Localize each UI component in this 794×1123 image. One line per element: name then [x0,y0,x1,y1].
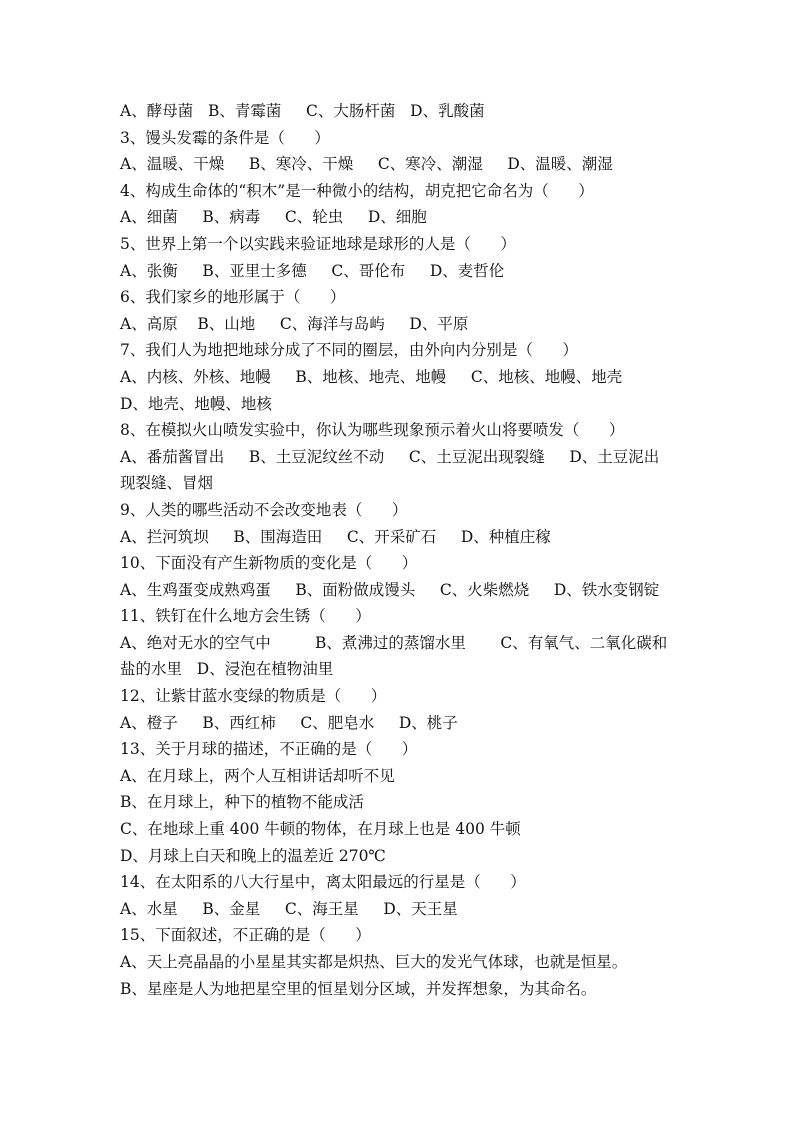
text-line: 12、让紫甘蓝水变绿的物质是（ ） [120,687,387,706]
text-line: 9、人类的哪些活动不会改变地表（ ） [120,500,408,519]
question-list [120,98,680,1002]
text-line: A、细菌 B、病毒 C、轮虫 D、细胞 [120,208,427,227]
text-line: B、星座是人为地把星空里的恒星划分区域，并发挥想象，为其命名。 [120,979,597,998]
text-line: D、地壳、地幔、地核 [120,394,272,413]
text-line: A、绝对无水的空气中 B、煮沸过的蒸馏水里 C、有氧气、二氧化碳和 [120,633,668,652]
text-line: B、在月球上，种下的植物不能成活 [120,793,364,812]
text-line: 盐的水里 D、浸泡在植物油里 [120,660,334,679]
text-line: 15、下面叙述，不正确的是（ ） [120,926,371,945]
text-line: A、内核、外核、地幔 B、地核、地壳、地幔 C、地核、地幔、地壳 [120,367,623,386]
text-line: 11、铁钉在什么地方会生锈（ ） [120,607,371,626]
text-line: A、橙子 B、西红柿 C、肥皂水 D、桃子 [120,713,458,732]
text-line: 6、我们家乡的地形属于（ ） [120,288,346,307]
text-line: A、酵母菌 B、青霉菌 C、大肠杆菌 D、乳酸菌 [120,102,485,120]
text-line: 7、我们人为地把地球分成了不同的圈层，由外向内分别是（ ） [120,341,578,360]
text-line: 4、构成生命体的“积木”是一种微小的结构，胡克把它命名为（ ） [120,181,594,200]
text-line: C、在地球上重 400 牛顿的物体，在月球上也是 400 牛顿 [120,820,521,839]
text-line: 现裂缝、冒烟 [120,474,214,493]
text-line: 3、馒头发霉的条件是（ ） [120,128,330,147]
text-line: 14、在太阳系的八大行星中，离太阳最远的行星是（ ） [120,873,526,892]
text-line: 10、下面没有产生新物质的变化是（ ） [120,554,418,573]
text-line: A、温暖、干燥 B、寒冷、干燥 C、寒冷、潮湿 D、温暖、潮湿 [120,155,613,174]
text-line: A、在月球上，两个人互相讲话却听不见 [120,766,395,785]
text-line: 5、世界上第一个以实践来验证地球是球形的人是（ ） [120,234,516,253]
text-line: D、月球上白天和晚上的温差近 270℃ [120,846,386,865]
text-line: A、张衡 B、亚里士多德 C、哥伦布 D、麦哲伦 [120,261,505,280]
text-line: A、番茄酱冒出 B、土豆泥纹丝不动 C、土豆泥出现裂缝 D、土豆泥出 [120,447,660,466]
text-line: A、拦河筑坝 B、围海造田 C、开采矿石 D、种植庄稼 [120,527,551,546]
text-line: A、水星 B、金星 C、海王星 D、天王星 [120,899,458,918]
text-line: A、天上亮晶晶的小星星其实都是炽热、巨大的发光气体球，也就是恒星。 [120,953,628,971]
text-line: 8、在模拟火山喷发实验中，你认为哪些现象预示着火山将要喷发（ ） [120,421,625,440]
text-line: A、高原 B、山地 C、海洋与岛屿 D、平原 [120,314,469,333]
text-line: 13、关于月球的描述，不正确的是（ ） [120,740,418,759]
text-line: A、生鸡蛋变成熟鸡蛋 B、面粉做成馒头 C、火柴燃烧 D、铁水变钢锭 [120,580,660,599]
